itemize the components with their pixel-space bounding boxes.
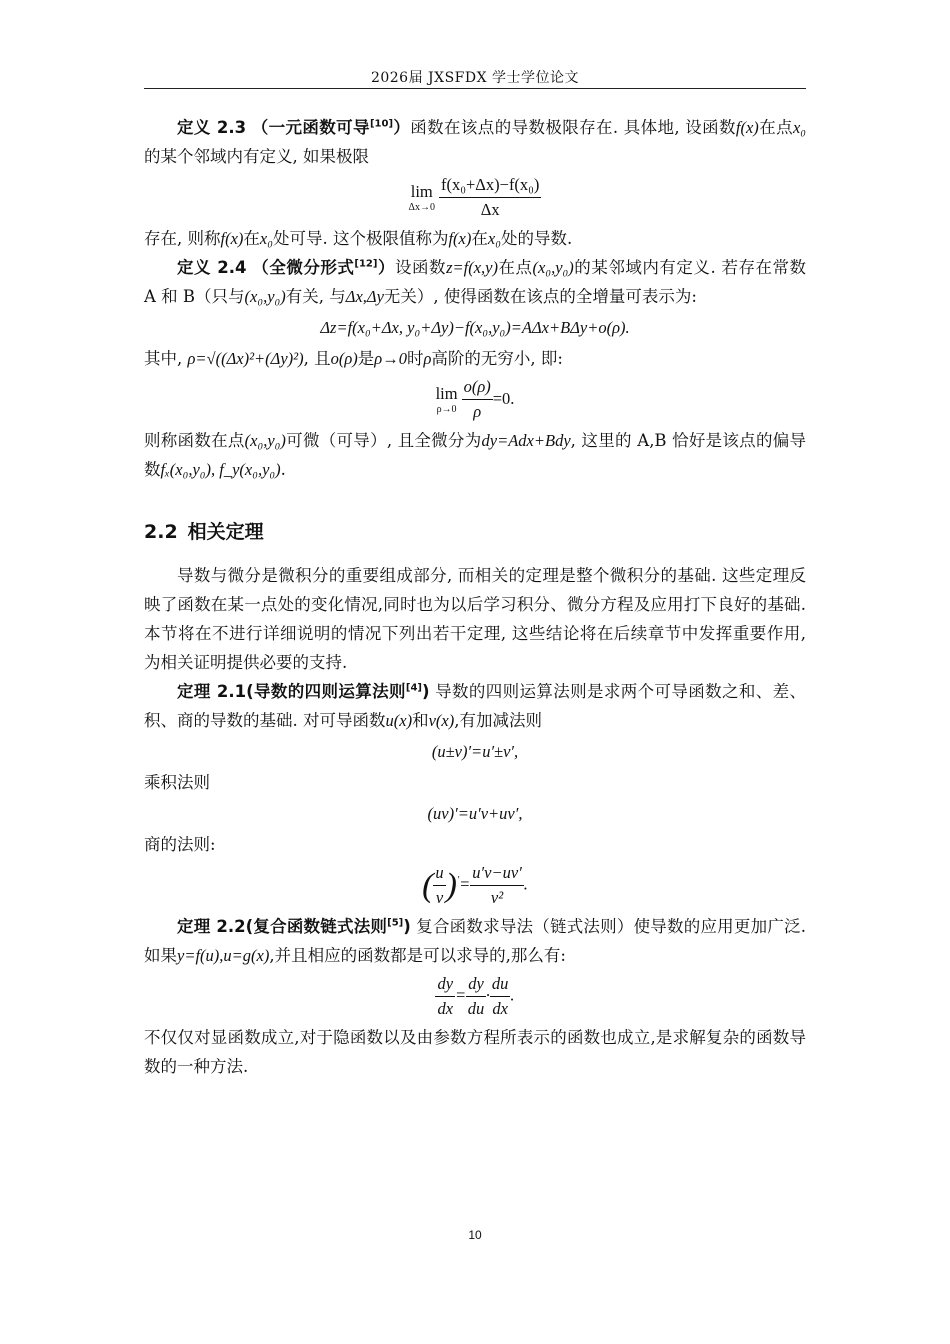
limit-operator [409,182,435,214]
math-fx: f(x) [220,229,244,248]
math-z: z=f(x,y) [446,258,498,277]
numerator: u [433,861,445,886]
section-intro: 导数与微分是微积分的重要组成部分, 而相关的定理是整个微积分的基础. 这些定理反映了函数在某一点处的变化情况,同时也为以后学习积分、微分方程及应用打下良好的基础. 本节将在不进行详细说明的情况下列出若干定理, 这些结论将在后续章节中发挥重要作用, 为相关证明提供必要的支持. [144,566,806,672]
numerator: f(x₀+Δx)−f(x₀) [439,173,541,198]
text: 和 [412,711,429,730]
text: , 这里的 A,B 恰好是该点的偏导数 [144,431,807,479]
text: 可微（可导）, 且全微分为 [285,431,482,450]
text: 导数的四则运算法则是求两个可导函数之和、差、积、商的导数的基础. 对可导函数 [144,682,807,730]
numerator: dy [435,972,455,997]
def-label: 定义 2.3 [177,118,247,137]
denominator: v [435,888,444,907]
lim-under: Δx→0 [408,201,435,213]
text: 在点 [497,258,533,277]
definition-2-4 [144,253,806,311]
math-point: (x₀,y₀) [532,258,574,277]
chain-rule-equation [144,972,806,1021]
numerator: du [490,972,511,997]
math-v: v(x) [428,711,455,730]
math-x0: x₀ [792,118,807,137]
dot: · [485,985,490,1005]
math-rho: ρ=√((Δx)²+(Δy)²) [187,349,304,368]
math-differential: dy=Adx+Bdy [481,431,571,450]
text: 则称函数在点 [144,431,245,450]
text: 是 [357,349,375,368]
text: 有关, 与 [285,287,346,306]
theorem-ref: [4] [405,682,422,694]
text: 存在, 则称 [144,229,221,248]
fraction [435,972,455,1021]
def-text: 在点 [758,118,793,137]
math-x0: x₀ [487,229,501,248]
lim-under: ρ→0 [436,403,457,415]
def-name: （全微分形式 [252,258,355,277]
limit-equation-2 [144,375,806,424]
fraction [470,861,524,910]
page-number: 10 [468,1228,482,1242]
def-text: 函数在该点的导数极限存在. 具体地, 设函数 [410,118,736,137]
fraction [433,861,445,910]
left-paren: ( [422,867,434,904]
numerator: u′v−uv′ [470,861,524,886]
text: 的某邻域内有定义. 若存在常数 A 和 B（只与 [144,258,807,306]
text: 处可导. 这个极限值称为 [272,229,449,248]
equals: = [455,985,467,1005]
definition-2-4-where [144,344,806,373]
math-u: u(x) [385,711,413,730]
text: 其中, [144,349,183,368]
definition-2-4-conclusion [144,426,806,484]
math-orho: o(ρ) [330,349,358,368]
text: 处的导数. [500,229,573,248]
text: . [280,460,286,479]
theorem-ref: [5] [387,917,404,929]
text: 在 [471,229,488,248]
fraction [466,972,486,1021]
text: 时 [406,349,424,368]
page-content [144,113,806,1081]
math-x0: x₀ [259,229,273,248]
denominator: Δx [480,200,500,219]
quotient-rule-label: 商的法则: [144,835,216,854]
right-paren: ) [445,867,457,904]
theorem-close: ) [403,917,411,936]
math-rho-limit: ρ→0 [374,349,407,368]
product-rule-equation: (uv)′=u′v+uv′, [427,804,523,823]
equation-tail: =0. [492,389,515,408]
section-heading [144,518,806,547]
numerator: dy [466,972,486,997]
definition-2-3-conclusion [144,224,806,253]
def-close: ） [377,258,396,277]
section-number: 2.2 [144,521,178,543]
def-text: 的某个邻域内有定义, 如果极限 [144,147,369,166]
header-rule [144,88,806,89]
math-composite: y=f(u),u=g(x) [177,946,270,965]
definition-2-3 [144,113,806,171]
numerator: o(ρ) [462,375,493,400]
lim-word: lim [410,181,433,201]
math-deltas: Δx,Δy [345,287,384,306]
text: 复合函数求导法（链式法则）使导数的应用更加广泛. 如果 [144,917,806,965]
denominator: ρ [473,402,482,421]
math-fx: f(x) [448,229,472,248]
def-name: （一元函数可导 [251,118,370,137]
math-rho: ρ [423,349,432,368]
def-label: 定义 2.4 [177,258,247,277]
theorem-label: 定理 2.1(导数的四则运算法则 [177,682,406,701]
denominator: v² [490,888,504,907]
theorem-close: ) [421,682,430,701]
text: 在 [243,229,260,248]
theorem-label: 定理 2.2(复合函数链式法则 [177,917,388,936]
quotient-rule-equation [144,861,806,910]
text: 设函数 [395,258,447,277]
text: ,有加减法则 [454,711,542,730]
equals: = [459,874,471,894]
product-rule-label: 乘积法则 [144,773,210,792]
def-close: ） [393,118,411,137]
limit-operator [436,384,458,416]
page-header: 2026届 JXSFDX 学士学位论文 [370,70,580,86]
theorem-2-2 [144,912,806,970]
theorem-2-1 [144,677,806,735]
denominator: dx [492,999,508,1018]
lim-word: lim [435,383,458,403]
math-point: (x₀,y₀) [244,431,286,450]
text: 高阶的无穷小, 即: [431,349,563,368]
fraction [462,375,493,424]
denominator: dx [437,999,454,1018]
sum-rule-equation: (u±v)′=u′±v′, [431,742,519,761]
theorem-2-2-conclusion: 不仅仅对显函数成立,对于隐函数以及由参数方程所表示的函数也成立,是求解复杂的函数导数的一种方法. [144,1028,806,1076]
math-partials: fₓ(x₀,y₀), f_y(x₀,y₀) [160,460,281,479]
text: ,并且相应的函数都是可以求导的,那么有: [269,946,566,965]
math-fx: f(x) [735,118,759,137]
text: , 且 [303,349,331,368]
period: . [510,985,515,1005]
prime: ′ [456,874,460,886]
def-ref: [10] [369,118,394,130]
total-increment-equation: Δz=f(x₀+Δx, y₀+Δy)−f(x₀,y₀)=AΔx+BΔy+o(ρ). [320,318,630,337]
math-point: (x₀,y₀) [244,287,286,306]
def-ref: [12] [354,258,378,270]
limit-equation-1 [144,173,806,222]
fraction [490,972,511,1021]
fraction [439,173,541,222]
section-title: 相关定理 [187,521,264,543]
text: 无关）, 使得函数在该点的全增量可表示为: [383,287,697,306]
period: . [523,874,528,894]
denominator: du [467,999,485,1018]
